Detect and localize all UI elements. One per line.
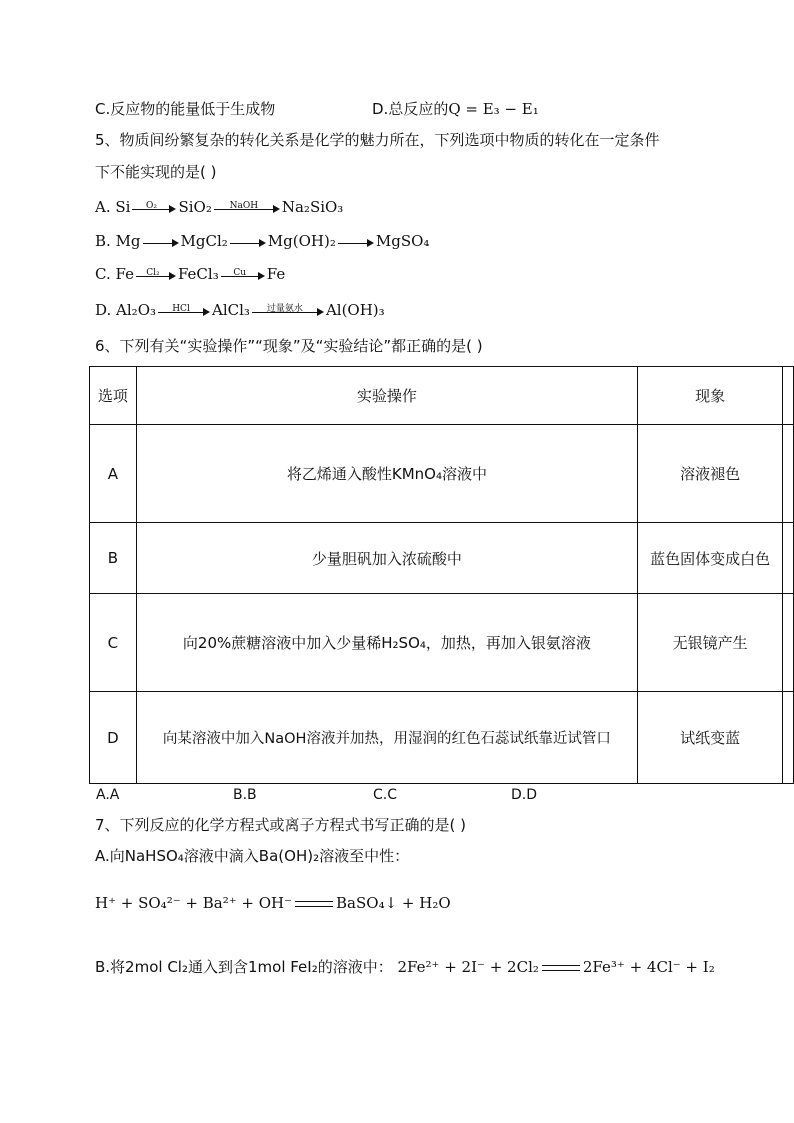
table-row [90,594,794,692]
equals-sign-icon [542,965,580,971]
row-phenomenon: 蓝色固体变成白色 [638,523,783,594]
reaction-arrow-icon [143,232,179,252]
row-phenomenon: 无银镜产生 [638,594,783,692]
q5-stem-line1: 5、物质间纷繁复杂的转化关系是化学的魅力所在，下列选项中物质的转化在一定条件 [95,131,660,149]
row-conclusion-clipped [783,594,794,692]
q5-c-s1: Fe [115,265,134,283]
q5-a-label: A. [95,198,111,216]
q5-c-s3: Fe [266,265,286,283]
q5-d-s2: AlCl₃ [212,301,250,319]
q7-a-rhs: BaSO₄↓ + H₂O [336,894,451,912]
q5-option-d [95,300,385,321]
reaction-arrow-icon: HCl [158,301,210,321]
q5-b-s1: Mg [115,232,141,250]
q7-option-a-text: A.向NaHSO₄溶液中滴入Ba(OH)₂溶液至中性： [95,847,410,865]
q7-stem: 7、下列反应的化学方程式或离子方程式书写正确的是( ) [95,816,467,834]
header-option: 选项 [90,367,137,425]
q5-d-s3: Al(OH)₃ [325,301,385,319]
q7-option-a-equation [95,893,451,913]
q7-b-text: B.将2mol Cl₂通入到含1mol FeI₂的溶液中： [95,958,393,976]
row-operation: 向某溶液中加入NaOH溶液并加热，用湿润的红色石蕊试纸靠近试管口 [136,692,637,784]
reaction-arrow-icon [338,232,374,252]
q5-b-s2: MgCl₂ [180,232,228,250]
q7-a-lhs: H⁺ + SO₄²⁻ + Ba²⁺ + OH⁻ [95,894,293,912]
q4-option-d-formula: Q = E₃ − E₁ [448,100,539,118]
q5-a-s1: Si [115,198,131,216]
q7-b-rhs: 2Fe³⁺ + 4Cl⁻ + I₂ [582,958,715,976]
header-conclusion-clipped [783,367,794,425]
row-operation: 向20%蔗糖溶液中加入少量稀H₂SO₄，加热，再加入银氨溶液 [136,594,637,692]
header-phenomenon: 现象 [638,367,783,425]
q7-b-lhs: 2Fe²⁺ + 2I⁻ + 2Cl₂ [397,958,539,976]
q5-a-s3: Na₂SiO₃ [281,198,344,216]
reaction-arrow-icon: Cl₂ [136,265,176,285]
equals-sign-icon [295,901,333,907]
row-conclusion-clipped [783,523,794,594]
table-header-row [90,367,794,425]
row-conclusion-clipped [783,425,794,523]
q5-option-c [95,264,285,285]
q6-stem: 6、下列有关“实验操作”“现象”及“实验结论”都正确的是( ) [95,337,483,355]
q5-b-label: B. [95,232,111,250]
q6-answer-a: A.A [96,787,120,803]
q4-option-d [372,99,539,119]
q7-option-b [95,957,715,977]
row-option: B [90,523,137,594]
experiment-table [89,366,794,784]
row-option: D [90,692,137,784]
reaction-arrow-icon: Cu [221,265,265,285]
header-operation: 实验操作 [136,367,637,425]
q4-option-d-text: D.总反应的 [372,100,449,118]
q5-c-label: C. [95,265,111,283]
q5-stem-line2: 下不能实现的是( ) [95,163,217,181]
q6-answer-b: B.B [233,787,257,803]
q5-option-b [95,231,429,252]
row-operation: 少量胆矾加入浓硫酸中 [136,523,637,594]
q6-answer-d: D.D [511,787,538,803]
row-option: A [90,425,137,523]
q5-b-s4: MgSO₄ [375,232,430,250]
table-row [90,523,794,594]
reaction-arrow-icon: NaOH [214,198,280,218]
q5-a-s2: SiO₂ [178,198,212,216]
reaction-arrow-icon: O₂ [132,198,176,218]
q4-option-c: C.反应物的能量低于生成物 [95,100,276,118]
row-operation: 将乙烯通入酸性KMnO₄溶液中 [136,425,637,523]
row-option: C [90,594,137,692]
row-phenomenon: 试纸变蓝 [638,692,783,784]
row-conclusion-clipped [783,692,794,784]
q5-d-s1: Al₂O₃ [116,301,157,319]
q5-d-label: D. [95,301,112,319]
row-phenomenon: 溶液褪色 [638,425,783,523]
table-row [90,425,794,523]
table-row [90,692,794,784]
q5-b-s3: Mg(OH)₂ [267,232,336,250]
q5-option-a [95,197,343,218]
q6-answer-c: C.C [373,787,398,803]
reaction-arrow-icon: 过量氨水 [252,301,324,321]
q5-c-s2: FeCl₃ [177,265,219,283]
reaction-arrow-icon [230,232,266,252]
